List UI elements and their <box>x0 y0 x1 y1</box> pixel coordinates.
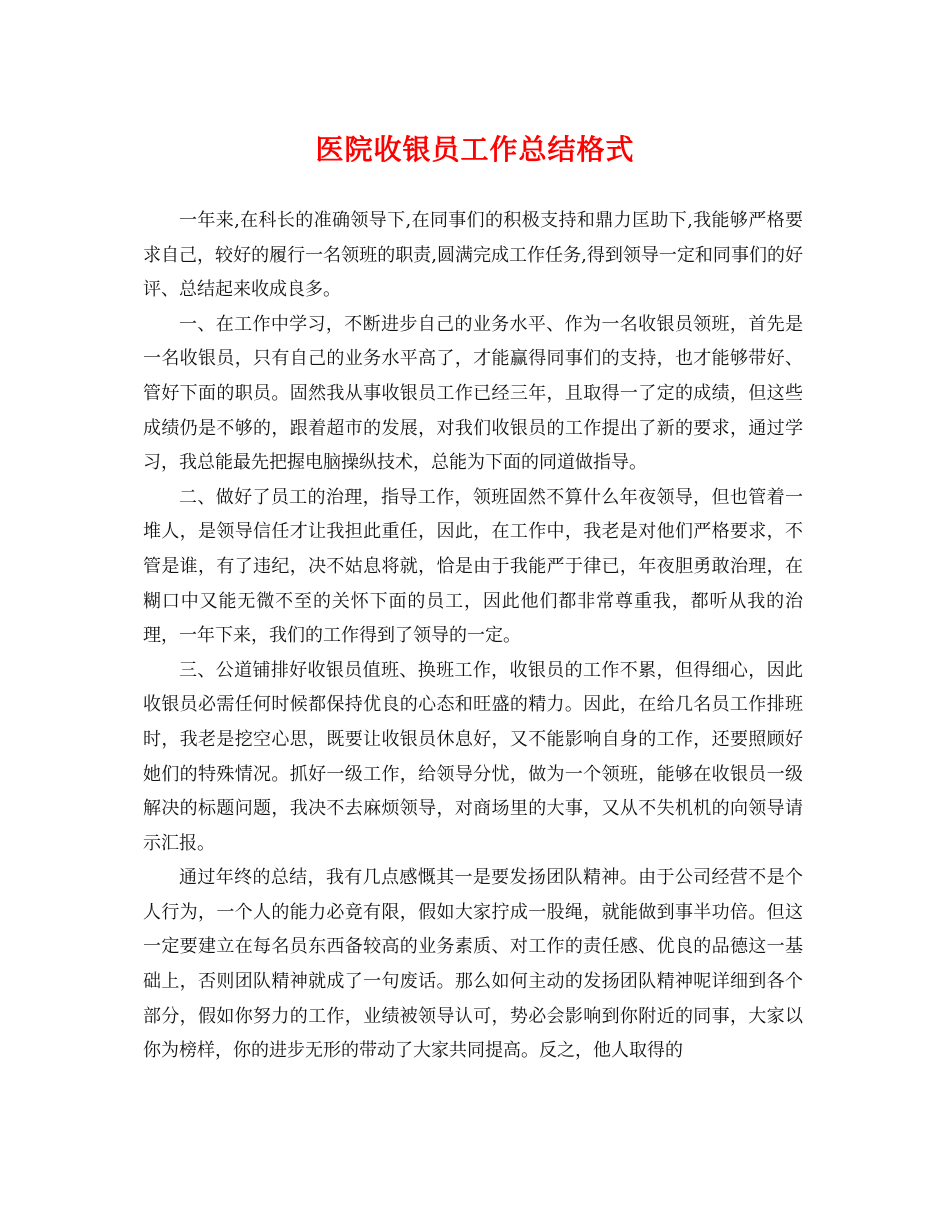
paragraph-section-3: 三、公道铺排好收银员值班、换班工作，收银员的工作不累，但得细心，因此收银员必需任何时候都保持优良的心态和旺盛的精力。因此，在给几名员工作排班时，我老是挖空心思，既要让收银员休息好，又不能影响自身的工作，还要照顾好她们的特殊情况。抓好一级工作，给领导分忧，做为一个领班，能够在收银员一级解决的标题问题，我决不去麻烦领导，对商场里的大事，又从不失机机的向领导请示汇报。 <box>143 659 803 854</box>
document-title: 医院收银员工作总结格式 <box>315 133 635 166</box>
document-body <box>143 204 803 1069</box>
paragraph-summary: 通过年终的总结，我有几点感慨其一是要发扬团队精神。由于公司经营不是个人行为，一个人的能力必竟有限，假如大家拧成一股绳，就能做到事半功倍。但这一定要建立在每名员东西备较高的业务素质、对工作的责任感、优良的品德这一基础上，否则团队精神就成了一句废话。那么如何主动的发扬团队精神呢详细到各个部分，假如你努力的工作，业绩被领导认可，势必会影响到你附近的同事，大家以你为榜样，你的进步无形的带动了大家共同提高。反之，他人取得的 <box>143 867 803 1062</box>
paragraph-section-2: 二、做好了员工的治理，指导工作，领班固然不算什么年夜领导，但也管着一堆人，是领导信任才让我担此重任，因此，在工作中，我老是对他们严格要求，不管是谁，有了违纪，决不姑息将就，恰是由于我能严于律已，年夜胆勇敢治理，在糊口中又能无微不至的关怀下面的员工，因此他们都非常尊重我，都听从我的治理，一年下来，我们的工作得到了领导的一定。 <box>143 486 803 647</box>
paragraph-intro: 一年来,在科长的准确领导下,在同事们的积极支持和鼎力匡助下,我能够严格要求自己，较好的履行一名领班的职责,圆满完成工作任务,得到领导一定和同事们的好评、总结起来收成良多。 <box>143 210 803 301</box>
paragraph-section-1: 一、在工作中学习，不断进步自己的业务水平、作为一名收银员领班，首先是一名收银员，只有自己的业务水平高了，才能赢得同事们的支持，也才能够带好、管好下面的职员。固然我从事收银员工作已经三年，且取得一了定的成绩，但这些成绩仍是不够的，跟着超市的发展，对我们收银员的工作提出了新的要求，通过学习，我总能最先把握电脑操纵技术，总能为下面的同道做指导。 <box>143 313 803 474</box>
